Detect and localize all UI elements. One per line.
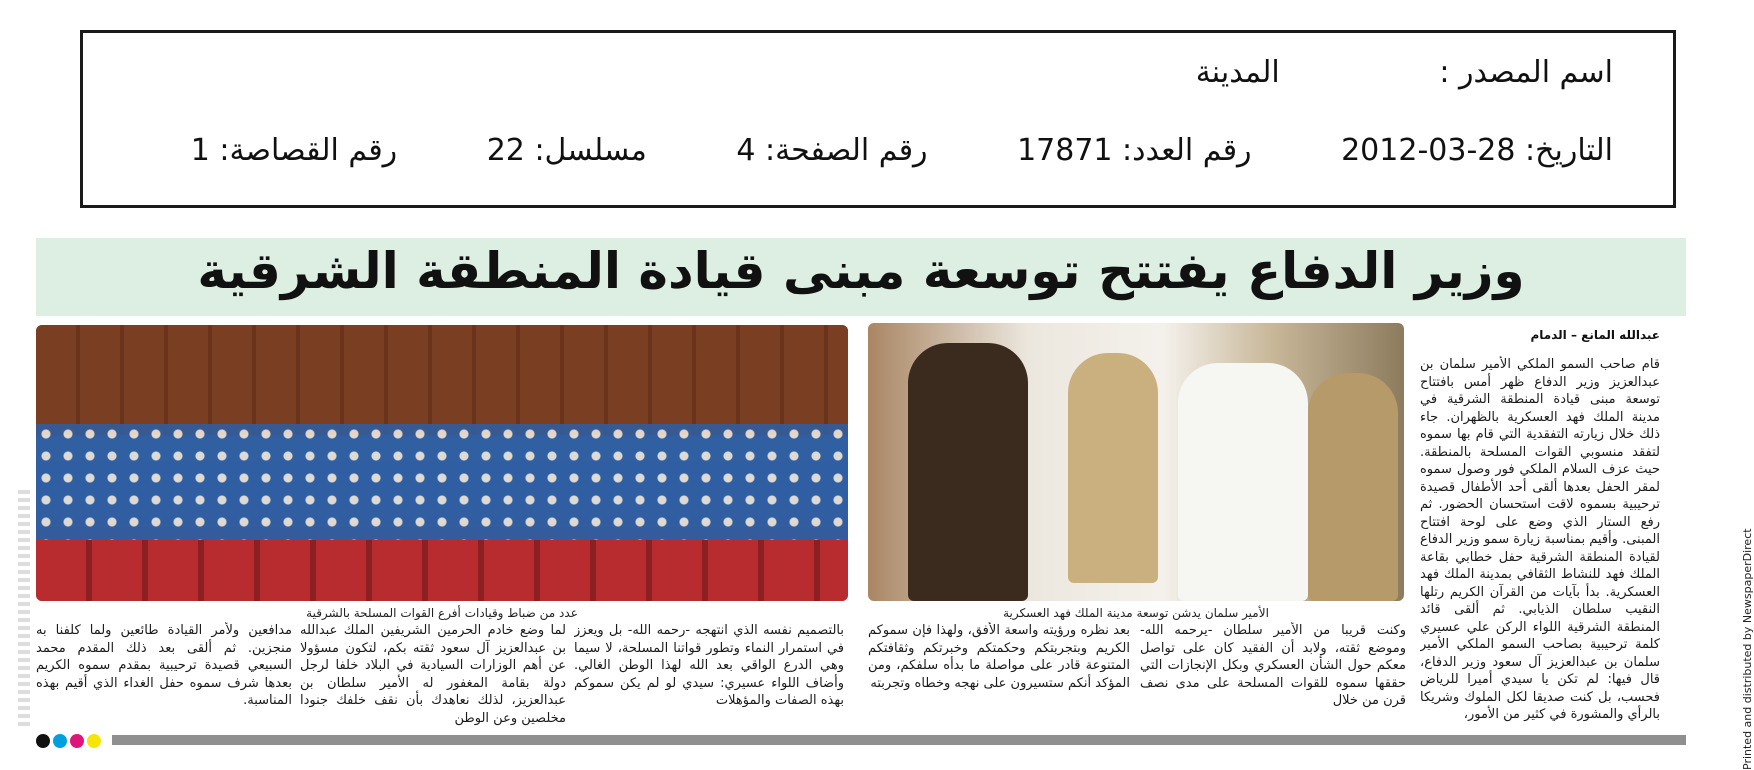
meta-row (191, 133, 1613, 168)
article-column-4 (574, 622, 844, 728)
article-byline: عبدالله المانع – الدمام (1530, 328, 1660, 342)
photo-crowd (36, 424, 848, 556)
column-4-text: بالتصميم نفسه الذي انتهجه -رحمه الله- بل ويعزز في استمرار النماء وتطور قواتنا المسلحة، لا سيما وهي الدرع الواقي بعد الله لهذا الوطن الغالي. وأضاف اللواء عسيري: سيدي لو لم يكن سموكم بهذه الصفات والمؤهلات (574, 623, 844, 708)
black-mark-icon (36, 734, 50, 748)
distributor-text: Printed and distributed by NewspaperDirect (1741, 528, 1754, 770)
source-value: المدينة (1195, 55, 1280, 90)
issue-field: رقم العدد: 17871 (1017, 133, 1252, 168)
photo-figure-white-robe (1178, 363, 1308, 601)
photo-wall (36, 325, 848, 435)
photo-figure-guard (1308, 373, 1398, 601)
article-column-3 (868, 622, 1130, 728)
distributor-strip (1728, 500, 1754, 770)
column-6-text: مدافعين ولأمر القيادة طائعين ولما كلفنا به منجزين. ثم ألقى بعد ذلك المقدم محمد السبيعي قصيدة ترحيبية بمقدم سموه الكريم بعدها شرف سموه حفل الغداء الذي أقيم بهذه المناسبة. (36, 623, 292, 708)
column-5-text: لما وضع خادم الحرمين الشريفين الملك عبدالله بن عبدالعزيز آل سعود ثقته بكم، لتكون مسؤولا عن أهم الوزارات السيادية في البلاد خلفا لرجل دولة بقامة المغفور له الأمير سلطان بن عبدالعزيز، لذلك نعاهدك بأن نقف خلفك جنودا مخلصين وعن الوطن (300, 623, 566, 726)
cyan-mark-icon (53, 734, 67, 748)
visit-photo (868, 323, 1404, 601)
photo-seats (36, 540, 848, 601)
clip-field: رقم القصاصة: 1 (190, 133, 398, 168)
audience-photo (36, 325, 848, 601)
column-3-text: بعد نظره ورؤيته واسعة الأفق، ولهذا فإن سموكم الكريم وبتجربتكم وحكمتكم وخبرتكم وثقافتكم المتنوعة قادر على مواصلة ما بدأه سلفكم، ومن المؤكد أنكم ستسيرون على نهجه وخطاه وتجربته (868, 623, 1130, 691)
article-column-5 (300, 622, 566, 728)
audience-photo-caption: عدد من ضباط وقيادات أفرع القوات المسلحة بالشرقية (306, 606, 578, 620)
article-headline: وزير الدفاع يفتتح توسعة مبنى قيادة المنطقة الشرقية (197, 242, 1525, 300)
visit-photo-caption: الأمير سلمان يدشن توسعة مدينة الملك فهد العسكرية (1003, 606, 1269, 620)
photo-figure-dark-robe (908, 343, 1028, 601)
photo-figure-officer (1068, 353, 1158, 583)
yellow-mark-icon (87, 734, 101, 748)
left-margin-strip (18, 490, 30, 730)
bottom-rule (112, 735, 1686, 745)
color-registration-marks (36, 733, 104, 752)
article-column-2 (1140, 622, 1406, 728)
page-field: رقم الصفحة: 4 (736, 133, 928, 168)
column-2-text: وكنت قريبا من الأمير سلطان -يرحمه الله- وموضع ثقته، ولابد أن الفقيد كان على تواصل معكم حول الشأن العسكري وبكل الإنجازات التي حققها سموه للقوات المسلحة على مدى نصف قرن من خلال (1140, 623, 1406, 708)
serial-field: مسلسل: 22 (486, 133, 647, 168)
source-label: اسم المصدر : (1439, 55, 1613, 90)
date-field: التاريخ: 28-03-2012 (1341, 133, 1613, 168)
source-row (1196, 55, 1613, 90)
article-column-6 (36, 622, 292, 728)
column-1-text: قام صاحب السمو الملكي الأمير سلمان بن عبدالعزيز وزير الدفاع ظهر أمس بافتتاح توسعة مبنى قيادة المنطقة الشرقية في مدينة الملك فهد العسكرية بالظهران. جاء ذلك خلال زيارته التفقدية التي قام بها سموه لتفقد منسوبي القوات المسلحة بالمنطقة. حيث عزف السلام الملكي فور وصول سموه لمقر الحفل بعدها ألقى أحد الأطفال قصيدة ترحيبية بسموه لاقت استحسان الحضور. ثم رفع الستار الذي وضع على لوحة افتتاح المبنى. وأقيم بمناسبة زيارة سمو وزير الدفاع لقيادة المنطقة الشرقية حفل خطابي بقاعة الملك فهد للنشاط الثقافي بمدينة الملك فهد العسكرية. بدأ بآيات من القرآن الكريم رتلها النقيب سلطان الذيابي. ثم ألقى قائد المنطقة الشرقية اللواء الركن علي عسيري كلمة ترحيبية بصاحب السمو الملكي الأمير سلمان بن عبدالعزيز آل سعود وزير الدفاع، قال فيها: لم تكن يا سيدي أميرا للرياض فحسب، بل كنت صديقا لكل الملوك وشريكا بالرأي والمشورة في كثير من الأمور، (1420, 357, 1660, 722)
article-column-1 (1420, 356, 1660, 728)
headline-band (36, 238, 1686, 316)
clipping-info-box (80, 30, 1676, 208)
magenta-mark-icon (70, 734, 84, 748)
